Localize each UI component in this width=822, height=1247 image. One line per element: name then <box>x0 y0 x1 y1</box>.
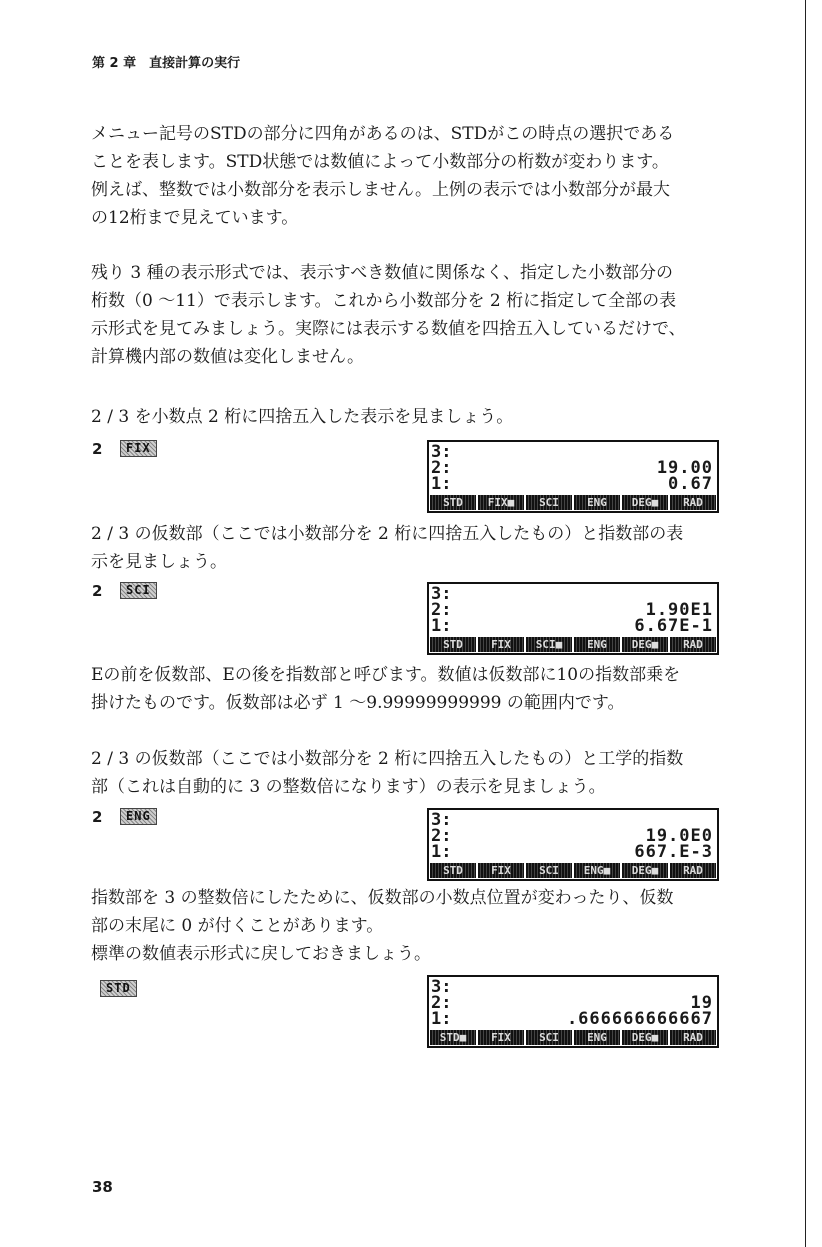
key-digit: 2 <box>92 582 103 600</box>
menu-key-rad[interactable]: RAD <box>670 637 716 652</box>
text-line: 2 / 3 の仮数部（ここでは小数部分を 2 桁に四捨五入したもの）と指数部の表 <box>91 524 684 544</box>
menu-key-eng[interactable]: ENG <box>574 1030 620 1045</box>
menu-key-deg[interactable]: DEG■ <box>622 495 668 510</box>
softkey-eng-button[interactable]: ENG <box>120 808 157 825</box>
text-line: 部（これは自動的に 3 の整数倍になります）の表示を見ましょう。 <box>91 777 606 797</box>
text-line: 計算機内部の数値は変化しません。 <box>91 347 365 367</box>
menu-key-deg[interactable]: DEG■ <box>622 637 668 652</box>
menu-key-std[interactable]: STD <box>430 495 476 510</box>
softkey-fix-button[interactable]: FIX <box>120 440 157 457</box>
softkey-menu-bar <box>429 495 717 511</box>
menu-key-rad[interactable]: RAD <box>670 1030 716 1045</box>
stack-value: 19.0E0 <box>645 826 713 846</box>
paragraph-mantissa-explanation <box>91 661 731 717</box>
text-line: 部の末尾に 0 が付くことがあります。 <box>91 916 384 936</box>
stack-label: 3: <box>431 584 452 604</box>
stack-level-1 <box>431 618 713 634</box>
stack-value: 1.90E1 <box>645 600 713 620</box>
stack-value: .666666666667 <box>566 1009 713 1029</box>
paragraph-sci-intro <box>91 520 731 576</box>
stack-label: 3: <box>431 810 452 830</box>
paragraph-eng-intro <box>91 745 731 801</box>
stack-value: 19.00 <box>656 458 713 478</box>
menu-key-deg[interactable]: DEG■ <box>622 1030 668 1045</box>
menu-key-fix[interactable]: FIX■ <box>478 495 524 510</box>
text-line: 示を見ましょう。 <box>91 552 227 572</box>
menu-key-sci[interactable]: SCI <box>526 495 572 510</box>
stack-value: 667.E-3 <box>634 842 713 862</box>
calculator-display-fix <box>427 440 719 513</box>
stack-label: 1: <box>431 616 452 636</box>
key-digit: 2 <box>92 808 103 826</box>
stack-label: 2: <box>431 458 452 478</box>
paragraph-std-explanation <box>91 120 731 232</box>
stack-value: 6.67E-1 <box>634 616 713 636</box>
paragraph-eng-explanation <box>91 884 731 968</box>
text-line: 指数部を 3 の整数倍にしたために、仮数部の小数点位置が変わったり、仮数 <box>91 888 674 908</box>
stack-level-1 <box>431 844 713 860</box>
menu-key-sci[interactable]: SCI■ <box>526 637 572 652</box>
softkey-menu-bar <box>429 637 717 653</box>
text-line: ことを表します。STD状態では数値によって小数部分の桁数が変わります。 <box>91 152 669 172</box>
text-line: 残り 3 種の表示形式では、表示すべき数値に関係なく、指定した小数部分の <box>91 263 673 283</box>
menu-key-deg[interactable]: DEG■ <box>622 863 668 878</box>
stack-level-1 <box>431 476 713 492</box>
stack-label: 2: <box>431 600 452 620</box>
menu-key-eng[interactable]: ENG <box>574 495 620 510</box>
stack-label: 3: <box>431 977 452 997</box>
stack-level-1 <box>431 1011 713 1027</box>
text-line: 例えば、整数では小数部分を表示しません。上例の表示では小数部分が最大 <box>91 180 671 200</box>
text-line: 標準の数値表示形式に戻しておきましょう。 <box>91 944 431 964</box>
menu-key-std[interactable]: STD <box>430 637 476 652</box>
menu-key-fix[interactable]: FIX <box>478 1030 524 1045</box>
calculator-display-eng <box>427 808 719 881</box>
menu-key-rad[interactable]: RAD <box>670 863 716 878</box>
menu-key-rad[interactable]: RAD <box>670 495 716 510</box>
menu-key-sci[interactable]: SCI <box>526 1030 572 1045</box>
stack-label: 1: <box>431 1009 452 1029</box>
stack-label: 1: <box>431 474 452 494</box>
text-line: 2 / 3 を小数点 2 桁に四捨五入した表示を見ましょう。 <box>91 407 514 427</box>
text-line: Eの前を仮数部、Eの後を指数部と呼びます。数値は仮数部に10の指数部乗を <box>91 665 681 685</box>
menu-key-fix[interactable]: FIX <box>478 637 524 652</box>
softkey-std-button[interactable]: STD <box>100 980 137 997</box>
softkey-menu-bar <box>429 1030 717 1046</box>
calculator-display-std <box>427 975 719 1048</box>
stack-value: 0.67 <box>668 474 713 494</box>
page-spine-line <box>805 0 806 1247</box>
menu-key-std[interactable]: STD <box>430 863 476 878</box>
page-number: 38 <box>92 1178 113 1196</box>
menu-key-std[interactable]: STD■ <box>430 1030 476 1045</box>
paragraph-other-formats <box>91 259 731 371</box>
stack-label: 2: <box>431 993 452 1013</box>
stack-level-3 <box>431 979 713 995</box>
menu-key-eng[interactable]: ENG <box>574 637 620 652</box>
stack-label: 3: <box>431 442 452 462</box>
menu-key-eng[interactable]: ENG■ <box>574 863 620 878</box>
softkey-sci-button[interactable]: SCI <box>120 582 157 599</box>
text-line: の12桁まで見えています。 <box>91 208 299 228</box>
text-line: 桁数（0 ～11）で表示します。これから小数部分を 2 桁に指定して全部の表 <box>91 291 677 311</box>
stack-label: 1: <box>431 842 452 862</box>
menu-key-sci[interactable]: SCI <box>526 863 572 878</box>
text-line: 掛けたものです。仮数部は必ず 1 ～9.99999999999 の範囲内です。 <box>91 693 625 713</box>
calculator-display-sci <box>427 582 719 655</box>
text-line: 2 / 3 の仮数部（ここでは小数部分を 2 桁に四捨五入したもの）と工学的指数 <box>91 749 684 769</box>
menu-key-fix[interactable]: FIX <box>478 863 524 878</box>
stack-label: 2: <box>431 826 452 846</box>
chapter-header: 第 2 章 直接計算の実行 <box>92 56 241 71</box>
key-digit: 2 <box>92 440 103 458</box>
text-line: 示形式を見てみましょう。実際には表示する数値を四捨五入しているだけで、 <box>91 319 686 339</box>
paragraph-fix-intro <box>91 403 731 431</box>
stack-value: 19 <box>690 993 713 1013</box>
text-line: メニュー記号のSTDの部分に四角があるのは、STDがこの時点の選択である <box>91 124 675 144</box>
softkey-menu-bar <box>429 863 717 879</box>
